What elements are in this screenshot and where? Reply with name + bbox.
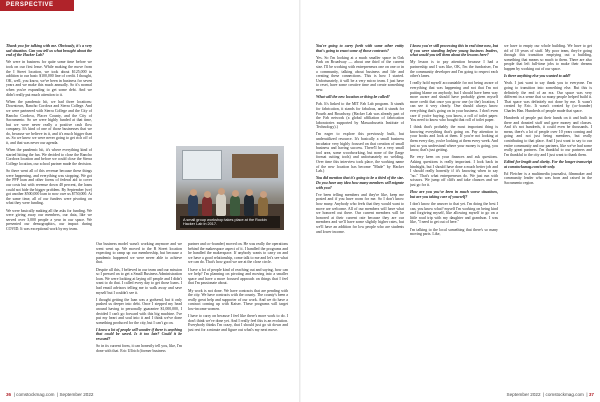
body-paragraph: We were basically making all the asks for funding. We were giving away our members, our data, like we served over 3,000 people a year in our space. We presented our demographics, our impact during COVID. It was exceptional work by my team. (6, 208, 92, 231)
body-paragraph: Fab. It's linked to the MIT Fab Lab program. It stands for fabrication, it stands for fabulous, and it stands for Fourth and Broadway. (Hacker Lab was already part of the Fab network (a global affiliation of fabrication laboratories supported by Massachusetts Institute of Technology).) (316, 102, 404, 130)
body-paragraph: Our business model wasn't working anymore and we went went up. We moved to the R Street location expecting to ramp up our membership, but because a pandemic happened we were never able to achieve that. (96, 242, 182, 265)
body-paragraph: I've been telling members and they're like, keep me posted and if you have room for me. So I don't know how many. Anybody who feels that they would want to move are welcome. All of our members will have what we honored out there. Our current members will be honored at their current rate because they are our members and we'll have some slightly higher rates, but we'll have an addition for low people who are students and lower income. (316, 192, 404, 234)
body-paragraph: So there went all of this revenue because these things were happening, and everything was stopping. We got the PPP loan and other forms of federal aid to cover our costs but with revenue down 40 percent, the loans could not hide the bigger problem. By September (we) got another $500,000 loan to now owe us $750,000. At the same time, all of our funders were pivoting on what they were funding. (6, 169, 92, 206)
interview-question: What will the new location or thing be called? (316, 95, 390, 100)
right-column-1 (316, 44, 404, 382)
left-column-1 (6, 44, 92, 382)
left-page-footer: 36 | comstockmag.com | September 2022 (6, 392, 94, 397)
body-paragraph: I thought getting the loan was a godsend, but it only pushed us deeper into debt. Once I stepped my head around having to personally guarantee $1,000,000, I decided I can't go forward with this big machine. I've put my heart and soul into it and I think we've done something produced for the city, but I can't go on. (96, 297, 182, 325)
interview-question: You did mention that it's going to be a third of the size. Do you have any idea how many members will migrate with you? (316, 176, 404, 190)
footer-date-left: September 2022 (59, 392, 94, 397)
right-page (300, 0, 600, 402)
interview-question: I know a lot of people will wonder if there is anything that could be saved. Is it too late? Could it be rescued? (96, 327, 182, 342)
body-paragraph: So in its current form, it can honestly tell you, like, I'm done with that. Eric Ullrich (former business (96, 344, 182, 353)
body-paragraph: I'm talking to the local something that there's so many moving parts. Like, (410, 227, 498, 237)
interview-question: Is there anything else you wanted to add? (504, 74, 571, 79)
footer-date-right: September 2022 (506, 392, 541, 397)
body-paragraph: I really hold myself accountable for not being aware of everything that was happening and not that I'm not putting blame on anybody, but I should have been way more aware and should have probably given myself more credit that once you grow one (or the) location, I can see it very clearly. One should always know everything that's going on in your business. I don't even care if you're buying, you know, a roll of toilet paper. You need to know who bought that roll of toilet paper. (410, 81, 498, 123)
section-label: PERSPECTIVE (0, 0, 74, 11)
interview-question: You're going to carry forth with some other entity that's going to enact some of those contracts? (316, 44, 404, 53)
left-column-3 (188, 242, 288, 382)
body-paragraph: Be very keen on your finances and ask questions. Asking questions is really important. I look back in hindsight, but I should have done a much better job and I should really honestly if it's knowing when to say "no." That's what entrepreneurs do. We just run with scissors. We jump off cliffs and take chances and we just go for it. (410, 155, 498, 187)
body-paragraph: Yes. So I'm looking at a much smaller space in Oak Park on Broadway — about one third of the current size. I'll be working with entrepreneurs one on one or in a community, talking about business and life and creating these connections. This is how I started. Unfortunately, it will be a very micro team. I just have to reset, have some creative time and create something new. (316, 55, 404, 92)
body-paragraph: I have a lot of people kind of reaching out and saying, how can we help? I'm planning on pivoting and moving into a smaller space and have a more focused approach on things that I feel that I'm passionate about. (188, 267, 288, 286)
body-paragraph: My lesson is to pay attention because I had a partnership and I was like, OK, I'm the fundraiser, I'm the community developer and I'm going to respect each other's lanes. (410, 60, 498, 79)
body-paragraph: I think that's probably the most important thing is knowing everything that's going on. Pay attention to your books and look at them. If you're not looking at them every day, you're looking at them every week. And just so you understand where your money is going, you know, that's just getting. (410, 125, 498, 153)
footer-site-left[interactable]: comstockmag.com (16, 392, 55, 397)
body-paragraph: Yeah. I just want to say thank you to everyone. I'm going to transition into something else. But this is definitely the end of an era. Our space was very different in a sense that so many people helped build it. That space was definitely not done by me. It wasn't created by Eric. It wasn't created by (co-founder) Charles Han. Hundreds of people made that space. (504, 81, 592, 113)
body-paragraph: partner and co-founder) moved on. He was really the operations behind the makerspace aspect of it. I handled the programs and he handled the makerspace. If anybody wants to carry on and we have a good relationship, come talk to me and let's see what we can do. That's how good we are at the close circle. (188, 242, 288, 265)
body-paragraph: I'm eager to explore this previously built, but underutilized resource. It's basically a small business incubator very highly focused on that creation of small business and having success. There'll be a very small tool area, some woodworking, but none of the (large format cutting tools) and unfortunately no welding. Over time this interview took place, the working name of the new location has become "Made" by Hacker Lab.) (316, 132, 404, 174)
body-paragraph: When the pandemic hit, it's where everything kind of started hitting the fan. We decided to close the Rancho Cordova location and before we could close the Sierra College location, our school partner made the decision. (6, 148, 92, 167)
interview-question: I know you're still processing this in real time now, but if you were standing before young business leaders, what would you tell them about the lessons here? (410, 44, 498, 58)
right-page-footer: September 2022 | comstockmag.com | 37 (506, 392, 594, 397)
body-paragraph: I don't know the answer to that yet. I'm doing the best I can, you know what? myself I'm working on being kind and forgiving myself, like allowing myself to go on a little road trip with my daughter and grandson. I was like, "I need to get out of here." (410, 201, 498, 225)
right-column-2 (410, 44, 498, 382)
body-paragraph: Despite all this, I believed in our team and our mission so I pressed on to get a Small Business Administration loan. We were looking at laying off people and I didn't want to do that. I called every day to get those loans. I had email advisors telling me to walk away and save myself but I couldn't see it. (96, 267, 182, 295)
body-paragraph: We were in business for quite some time before we took on our first lease. While making the move from the I Street location, we took about $125,000 in addition to our basic $100,000 line of credit. I thought, OK, well, you know, we've been in business for seven years and we make this much annually. So it's normal when you're expanding to get some debt. And we didn't really put much attention to it. (6, 60, 92, 97)
page-number-left: 36 (6, 392, 12, 397)
body-paragraph: Ed Fletcher is a multimedia journalist, filmmaker and community leader who was born and raised in the Sacramento region. (504, 171, 592, 185)
right-column-3 (504, 44, 592, 382)
body-paragraph: When the pandemic hit, we had three locations: Downtown, Rancho Cordova and Sierra College. And we were partnered with Sierra College and the City of Rancho Cordova, Placer County, and the City of Sacramento. So we were highly funded at that time, but we were never really a positive cash flow company. It's kind of one of those businesses that we do, because we believe in it, and it's much bigger than us. So we knew we were never going to get rich off of it, and that was never our agenda. (6, 99, 92, 146)
body-paragraph: My work is not done. We have contracts that are pending with the city. We have contracts with the county. The county's been a really great help and supporter of our work. And we do have a contract coming up with Kaiser. These programs will target low-income women. (188, 288, 288, 311)
page-number-right: 37 (588, 392, 594, 397)
interview-question: Thank you for talking with me. Obviously, it's a very sad situation. Can you tell us what brought about the end of the Hacker Lab? (6, 44, 92, 58)
interview-question: How are you you've been in much worse situations, but are you taking care of yourself? (410, 190, 498, 199)
photo-caption: A small group workshop takes place at the Rockin Hacker Lab in 2017. (180, 216, 280, 228)
footer-site-right[interactable]: comstockmag.com (545, 392, 584, 397)
interview-question: Edited for length and clarity. For the longer transcript at comstocksmag.com/web-only. (504, 160, 592, 169)
body-paragraph: Hundreds of people put their hands on it and built in there and donated stuff and gave money and classes. And it's not hundreds, it could even be thousands. I mean, there's a lot of people over 10 years coming and going and not just being members, but really contributing to that place. And I just want to say to our entire community and our partners, like we've had some really great partners. I'm thankful to our partners and I'm thankful to the city and I just want to thank them. (504, 116, 592, 157)
body-paragraph: we have to empty our whole building. We have to get rid of 10 years of stuff. My poor team, they're going through this transition emptying out a building, something that means so much to them. There are also people that left full-time jobs to make their dreams happen by working out of our space. (504, 44, 592, 71)
body-paragraph: I have to carry on because I feel like there's more work to do. I don't think we've done yet. And I really feel this is an evolution. Everybody thinks I'm crazy, that I should just go sit down and just rest for a minute and figure out what's my next move. (188, 314, 288, 332)
left-column-2 (96, 242, 182, 382)
